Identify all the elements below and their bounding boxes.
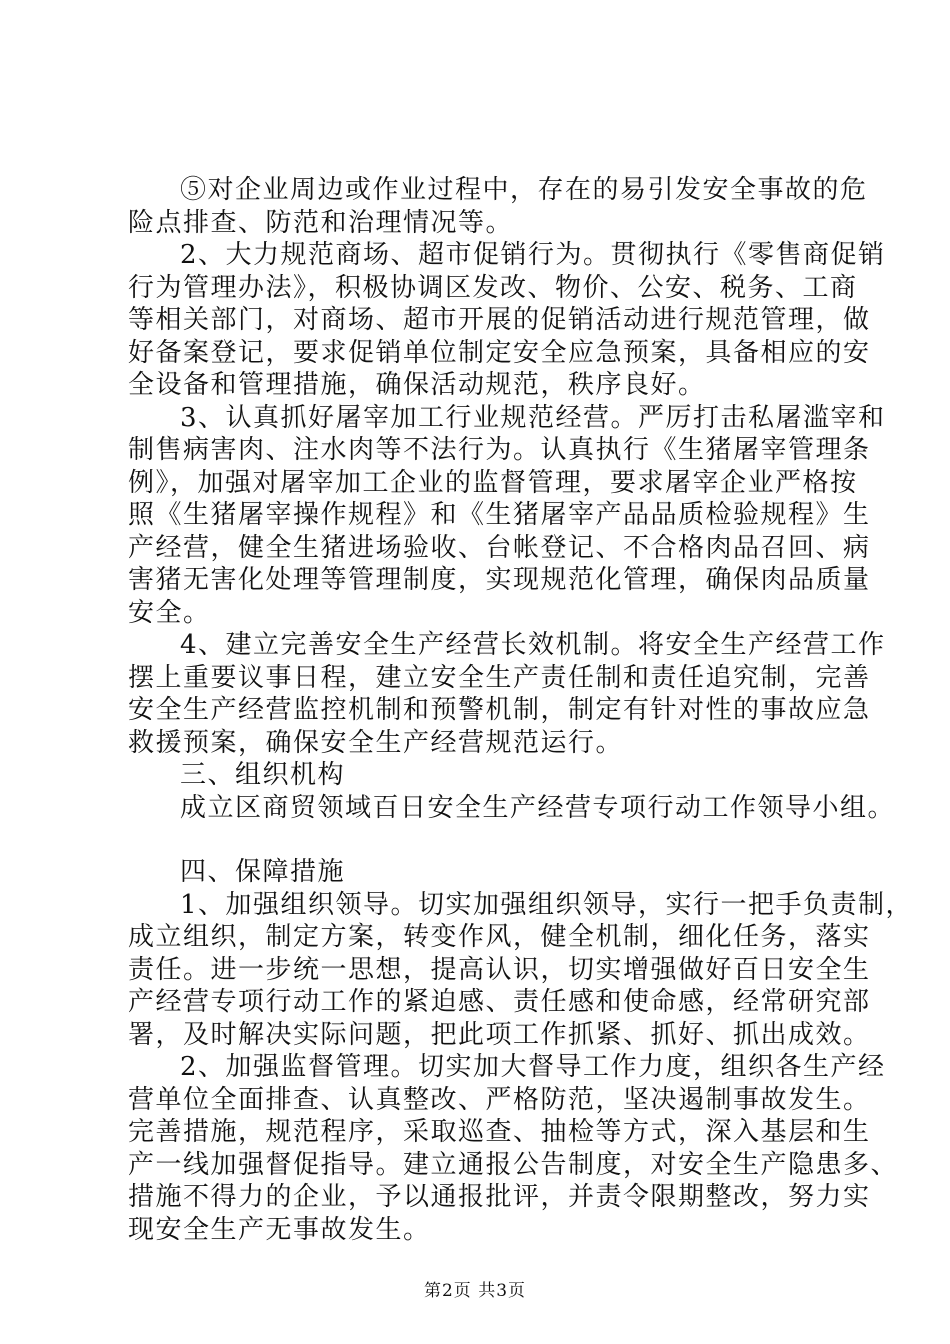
text-line: 害猪无害化处理等管理制度，实现规范化管理，确保肉品质量	[128, 565, 871, 595]
text-line: 照《生猪屠宰操作规程》和《生猪屠宰产品品质检验规程》生	[128, 500, 871, 530]
text-line: 营单位全面排查、认真整改、严格防范，坚决遏制事故发生。	[128, 1084, 871, 1115]
text-line: 好备案登记，要求促销单位制定安全应急预案，具备相应的安	[128, 337, 871, 368]
text-line: 行为管理办法》，积极协调区发改、物价、公安、税务、工商	[128, 272, 858, 303]
document-body	[128, 174, 914, 1246]
text-line: 产一线加强督促指导。建立通报公告制度，对安全生产隐患多、	[128, 1149, 899, 1180]
text-line: 产经营，健全生猪进场验收、台帐登记、不合格肉品召回、病	[128, 532, 871, 563]
text-line: 险点排查、防范和治理情况等。	[128, 207, 514, 238]
text-line: 安全。	[128, 597, 211, 628]
text-line: 产经营专项行动工作的紧迫感、责任感和使命感，经常研究部	[128, 987, 871, 1017]
blank-line	[128, 824, 830, 856]
text-line: 成立组织，制定方案，转变作风，健全机制，细化任务，落实	[128, 922, 871, 952]
paragraph-long-term-mechanism	[128, 629, 886, 759]
text-line: 2、大力规范商场、超市促销行为。贯彻执行《零售商促销	[180, 240, 886, 270]
text-line: 等相关部门，对商场、超市开展的促销活动进行规范管理，做	[128, 305, 871, 335]
paragraph-supervision	[128, 1051, 899, 1246]
text-line: 2、加强监督管理。切实加大督导工作力度，组织各生产经	[180, 1052, 886, 1082]
text-line: 安全生产经营监控机制和预警机制，制定有针对性的事故应急	[128, 695, 871, 725]
heading-text: 四、保障措施	[180, 857, 346, 887]
text-line: 现安全生产无事故发生。	[128, 1214, 431, 1245]
text-line: 摆上重要议事日程，建立安全生产责任制和责任追究制，完善	[128, 662, 871, 693]
text-line: ⑤对企业周边或作业过程中，存在的易引发安全事故的危	[180, 175, 868, 205]
text-line: 成立区商贸领域百日安全生产经营专项行动工作领导小组。	[180, 792, 896, 823]
text-line: 署，及时解决实际问题，把此项工作抓紧、抓好、抓出成效。	[128, 1019, 871, 1050]
paragraph-slaughter-regulation	[128, 402, 886, 630]
section-heading-organization	[128, 759, 830, 792]
text-line: 1、加强组织领导。切实加强组织领导，实行一把手负责制，	[180, 889, 914, 920]
heading-text: 三、组织机构	[180, 760, 346, 790]
text-line: 全设备和管理措施，确保活动规范，秩序良好。	[128, 370, 706, 400]
paragraph-leading-group	[128, 792, 896, 825]
text-line: 3、认真抓好屠宰加工行业规范经营。严厉打击私屠滥宰和	[180, 402, 886, 433]
text-line: 救援预案，确保安全生产经营规范运行。	[128, 727, 624, 758]
text-line: 4、建立完善安全生产经营长效机制。将安全生产经营工作	[180, 630, 886, 660]
text-line: 例》，加强对屠宰加工企业的监督管理，要求屠宰企业严格按	[128, 467, 858, 498]
text-line: 责任。进一步统一思想，提高认识，切实增强做好百日安全生	[128, 954, 871, 985]
paragraph-promotion-regulation	[128, 239, 886, 402]
paragraph-hazard-check	[128, 174, 868, 239]
page-footer: 第2页 共3页	[423, 1281, 527, 1301]
paragraph-leadership	[128, 889, 914, 1052]
text-line: 措施不得力的企业，予以通报批评，并责令限期整改，努力实	[128, 1182, 871, 1212]
text-line: 制售病害肉、注水肉等不法行为。认真执行《生猪屠宰管理条	[128, 435, 871, 465]
section-heading-safeguards	[128, 856, 830, 889]
text-line: 完善措施，规范程序，采取巡查、抽检等方式，深入基层和生	[128, 1117, 871, 1147]
